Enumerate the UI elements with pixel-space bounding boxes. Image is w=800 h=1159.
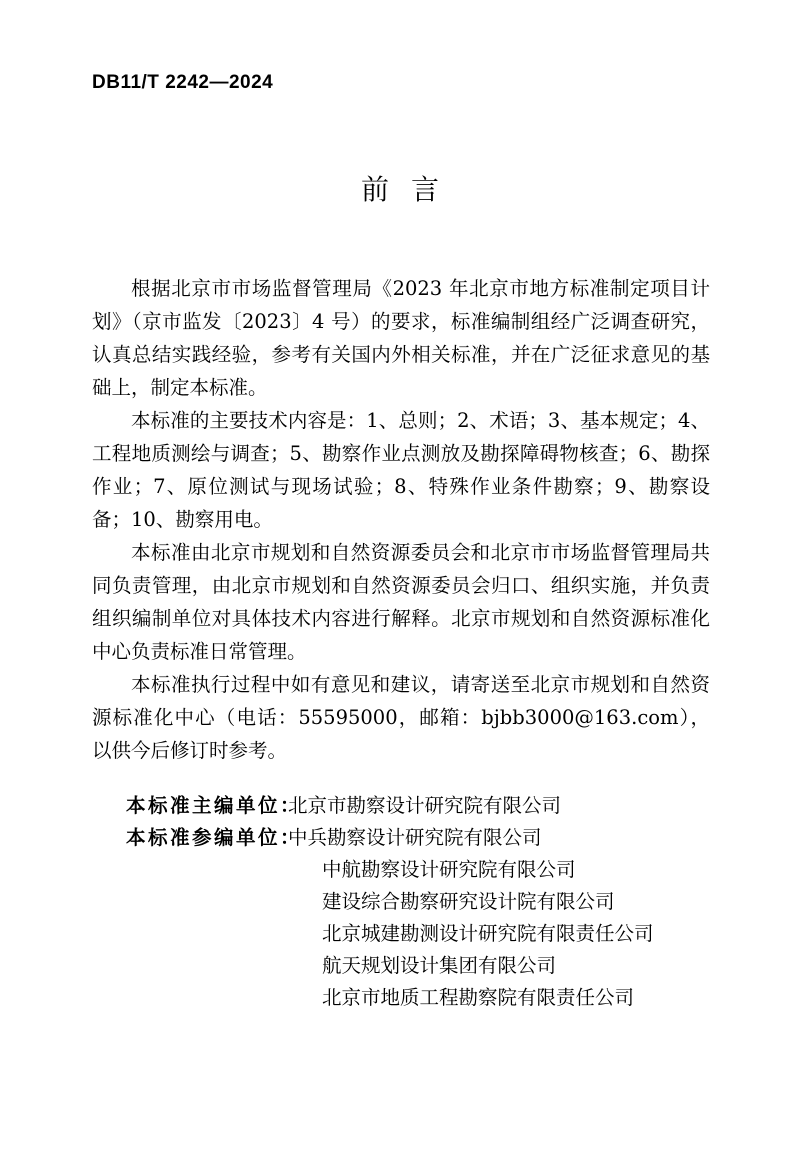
participant-unit-value: 中兵勘察设计研究院有限公司 (288, 826, 542, 849)
drafting-units-block (92, 790, 732, 1014)
participant-unit-value: 北京城建勘测设计研究院有限责任公司 (322, 922, 654, 945)
participant-unit-value: 中航勘察设计研究院有限公司 (322, 858, 576, 881)
foreword-body (92, 272, 710, 767)
participant-unit-row (92, 822, 732, 854)
paragraph: 本标准由北京市规划和自然资源委员会和北京市市场监督管理局共同负责管理，由北京市规划和自然资源委员会归口、组织实施，并负责组织编制单位对具体技术内容进行解释。北京市规划和自然资源标准化中心负责标准日常管理。 (92, 541, 710, 663)
chief-unit-row (92, 790, 732, 822)
chief-unit-label: 本标准主编单位： (126, 794, 303, 817)
chief-unit-value: 北京市勘察设计研究院有限公司 (288, 794, 562, 817)
page-title: 前言 (360, 173, 461, 206)
participant-unit-value: 建设综合勘察研究设计院有限公司 (322, 890, 615, 913)
paragraph: 本标准的主要技术内容是：1、总则；2、术语；3、基本规定；4、工程地质测绘与调查；5、勘察作业点测放及勘探障碍物核查；6、勘探作业；7、原位测试与现场试验；8、特殊作业条件勘察；9、勘察设备；10、勘察用电。 (92, 409, 710, 531)
participant-unit-label: 本标准参编单位： (126, 826, 303, 849)
participant-unit-value: 北京市地质工程勘察院有限责任公司 (322, 986, 635, 1009)
paragraph: 本标准执行过程中如有意见和建议，请寄送至北京市规划和自然资源标准化中心（电话：55595000，邮箱：bjbb3000@163.com），以供今后修订时参考。 (92, 673, 710, 762)
standard-code-header: DB11/T 2242—2024 (92, 72, 274, 93)
paragraph: 根据北京市市场监督管理局《2023 年北京市地方标准制定项目计划》（京市监发〔2023〕4 号）的要求，标准编制组经广泛调查研究，认真总结实践经验，参考有关国内外相关标准，并在广泛征求意见的基础上，制定本标准。 (92, 277, 710, 399)
participant-unit-value: 航天规划设计集团有限公司 (322, 954, 557, 977)
